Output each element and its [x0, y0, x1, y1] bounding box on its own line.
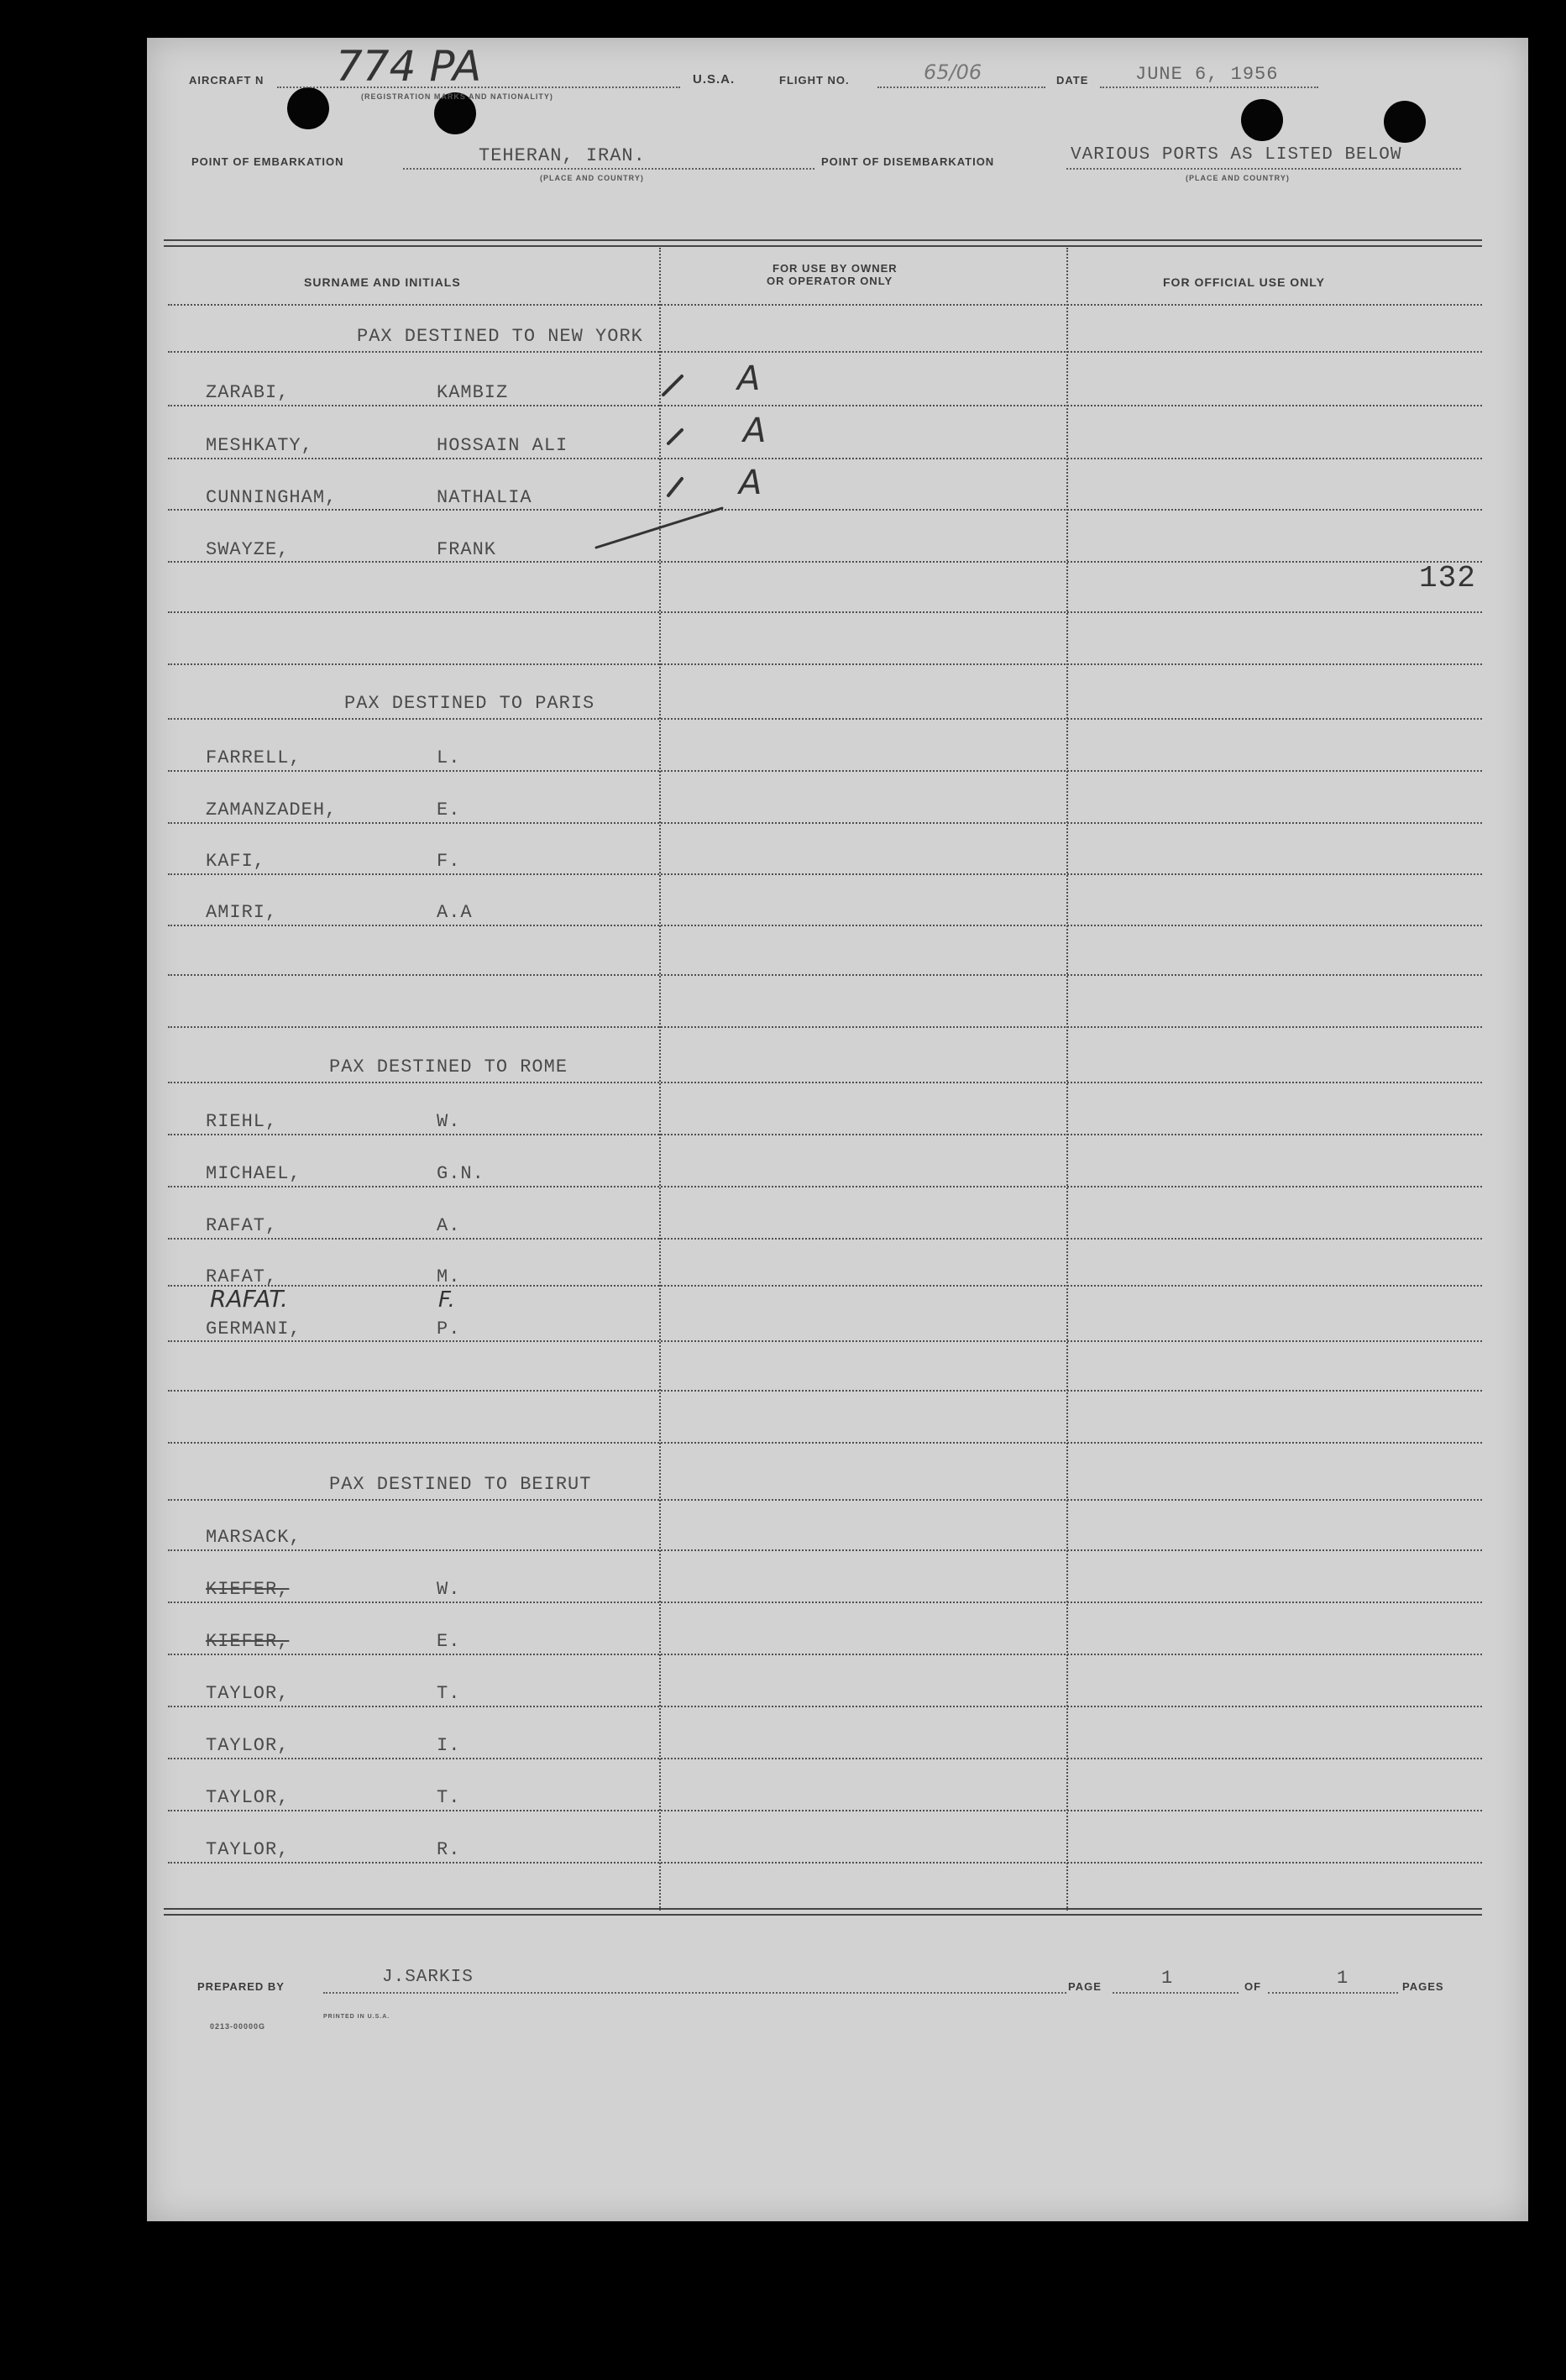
- passenger-surname: ZARABI,: [206, 382, 290, 403]
- passenger-initials: M.: [437, 1266, 461, 1287]
- passenger-initials: W.: [437, 1579, 461, 1600]
- passenger-surname: MESHKATY,: [206, 435, 313, 456]
- check-stroke: [663, 376, 682, 395]
- check-stroke: [668, 430, 682, 443]
- of-label: OF: [1244, 1980, 1262, 1993]
- passenger-initials: E.: [437, 1631, 461, 1652]
- section-heading: PAX DESTINED TO NEW YORK: [357, 326, 643, 347]
- table-top-rule: [164, 239, 1482, 247]
- printed-caption: PRINTED IN U.S.A.: [323, 2014, 390, 2020]
- punch-hole: [287, 87, 329, 129]
- passenger-surname: SWAYZE,: [206, 539, 290, 560]
- embarkation-value: TEHERAN, IRAN.: [479, 145, 646, 166]
- check-stroke: [668, 479, 682, 495]
- column-header-owner-2: OR OPERATOR ONLY: [767, 275, 893, 287]
- passenger-initials: A.A: [437, 902, 473, 923]
- passenger-surname: GERMANI,: [206, 1318, 301, 1339]
- handwritten-surname: RAFAT.: [210, 1285, 288, 1313]
- prepared-by-value: J.SARKIS: [382, 1968, 474, 1987]
- passenger-surname: TAYLOR,: [206, 1683, 290, 1704]
- flight-value: 65/06: [924, 60, 982, 84]
- passenger-initials: I.: [437, 1735, 461, 1756]
- aircraft-value: 774 PA: [336, 42, 482, 91]
- passenger-surname: KIEFER,: [206, 1579, 290, 1600]
- column-header-official: FOR OFFICIAL USE ONLY: [1163, 275, 1325, 289]
- passenger-surname: MARSACK,: [206, 1527, 301, 1548]
- section-heading: PAX DESTINED TO ROME: [329, 1056, 568, 1077]
- passenger-surname: TAYLOR,: [206, 1787, 290, 1808]
- passenger-surname: AMIRI,: [206, 902, 278, 923]
- passenger-initials: T.: [437, 1787, 461, 1808]
- passenger-surname: FARRELL,: [206, 747, 301, 768]
- passenger-initials: NATHALIA: [437, 487, 532, 508]
- passenger-initials: A.: [437, 1215, 461, 1236]
- disembarkation-label: POINT OF DISEMBARKATION: [821, 155, 995, 168]
- passenger-initials: E.: [437, 799, 461, 820]
- column-divider: [1066, 248, 1068, 1911]
- section-heading: PAX DESTINED TO PARIS: [344, 693, 595, 714]
- column-header-surname: SURNAME AND INITIALS: [304, 275, 461, 289]
- punch-hole: [1241, 99, 1283, 141]
- stamp-number: 132: [1419, 561, 1476, 595]
- date-value: JUNE 6, 1956: [1135, 64, 1279, 85]
- manifest-page: [147, 38, 1528, 2221]
- handwritten-marks: [588, 353, 806, 563]
- passenger-surname: TAYLOR,: [206, 1735, 290, 1756]
- disembarkation-caption: (PLACE AND COUNTRY): [1186, 174, 1290, 182]
- handwritten-mark: A: [737, 359, 761, 398]
- passenger-surname: MICHAEL,: [206, 1163, 301, 1184]
- usa-label: U.S.A.: [693, 72, 736, 86]
- passenger-initials: F.: [437, 851, 461, 872]
- passenger-initials: P.: [437, 1318, 461, 1339]
- disembarkation-value: VARIOUS PORTS AS LISTED BELOW: [1071, 145, 1402, 165]
- passenger-initials: G.N.: [437, 1163, 484, 1184]
- page-label: PAGE: [1068, 1980, 1102, 1993]
- passenger-surname: TAYLOR,: [206, 1839, 290, 1860]
- passenger-surname: ZAMANZADEH,: [206, 799, 338, 820]
- form-code: 0213-00000G: [210, 2022, 266, 2031]
- passenger-surname: KAFI,: [206, 851, 266, 872]
- passenger-surname: RIEHL,: [206, 1111, 278, 1132]
- section-heading: PAX DESTINED TO BEIRUT: [329, 1474, 592, 1495]
- aircraft-label: AIRCRAFT N: [189, 74, 264, 86]
- passenger-initials: FRANK: [437, 539, 497, 560]
- passenger-surname: KIEFER,: [206, 1631, 290, 1652]
- passenger-initials: KAMBIZ: [437, 382, 509, 403]
- passenger-surname: RAFAT,: [206, 1266, 278, 1287]
- of-value: 1: [1337, 1968, 1349, 1989]
- page-value: 1: [1161, 1968, 1174, 1989]
- passenger-initials: T.: [437, 1683, 461, 1704]
- passenger-surname: CUNNINGHAM,: [206, 487, 338, 508]
- embarkation-label: POINT OF EMBARKATION: [191, 155, 344, 168]
- handwritten-mark: A: [743, 412, 767, 450]
- passenger-initials: R.: [437, 1839, 461, 1860]
- embarkation-caption: (PLACE AND COUNTRY): [540, 174, 644, 182]
- punch-hole: [1384, 101, 1426, 143]
- table-bottom-rule: [164, 1908, 1482, 1916]
- handwritten-mark: A: [739, 464, 762, 502]
- column-header-owner-1: FOR USE BY OWNER: [773, 262, 898, 275]
- handwritten-initials: F.: [438, 1287, 455, 1313]
- pages-label: PAGES: [1402, 1980, 1444, 1993]
- passenger-initials: W.: [437, 1111, 461, 1132]
- passenger-surname: RAFAT,: [206, 1215, 278, 1236]
- check-stroke: [596, 508, 722, 548]
- prepared-by-label: PREPARED BY: [197, 1980, 285, 1993]
- passenger-initials: HOSSAIN ALI: [437, 435, 568, 456]
- date-label: DATE: [1056, 74, 1089, 86]
- flight-label: FLIGHT NO.: [779, 74, 850, 86]
- passenger-initials: L.: [437, 747, 461, 768]
- aircraft-caption: (REGISTRATION MARKS AND NATIONALITY): [361, 92, 553, 101]
